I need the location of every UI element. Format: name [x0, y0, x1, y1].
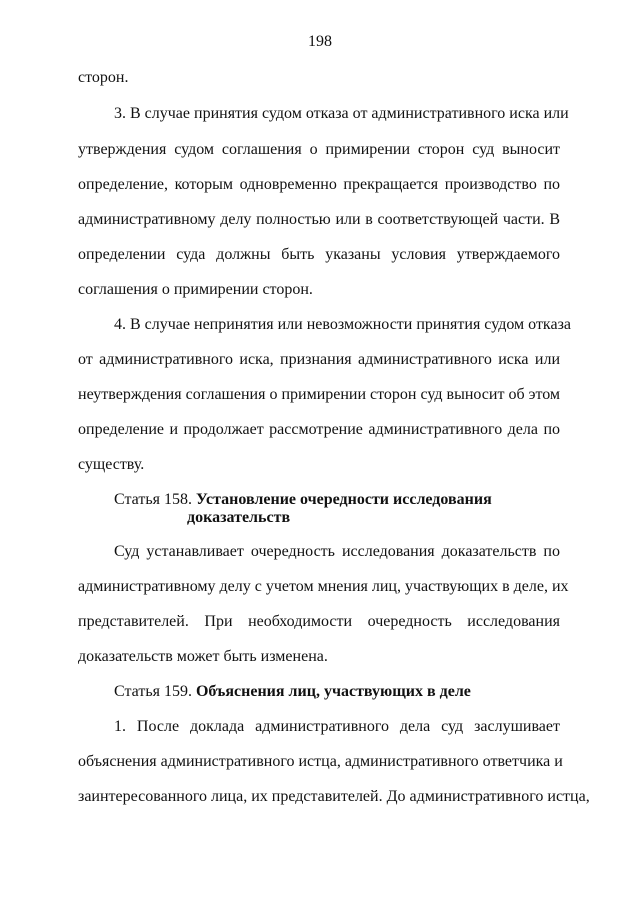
article-158-title-continued: доказательств	[187, 509, 291, 526]
paragraph-line: заинтересованного лица, их представителей. До административного истца,	[78, 788, 590, 805]
paragraph-line: от административного иска, признания административного иска или	[78, 351, 560, 368]
paragraph-line: существу.	[78, 456, 145, 473]
article-159-prefix: Статья 159.	[114, 683, 192, 700]
paragraph-line: определение, которым одновременно прекращается производство по	[78, 176, 560, 193]
paragraph-line: определении суда должны быть указаны условия утверждаемого	[78, 246, 560, 263]
paragraph-line: утверждения судом соглашения о примирении сторон суд выносит	[78, 141, 560, 158]
paragraph-line: Суд устанавливает очередность исследования доказательств по	[114, 543, 560, 560]
paragraph-line: неутверждения соглашения о примирении сторон суд выносит об этом	[78, 386, 561, 403]
paragraph-line: объяснения административного истца, административного ответчика и	[78, 753, 563, 770]
page-number: 198	[308, 33, 332, 50]
article-159-title: Объяснения лиц, участвующих в деле	[195, 683, 471, 700]
paragraph-line: соглашения о примирении сторон.	[78, 281, 313, 298]
paragraph-line: 1. После доклада административного дела суд заслушивает	[114, 718, 560, 735]
paragraph-line: доказательств может быть изменена.	[78, 648, 328, 665]
paragraph-line: определение и продолжает рассмотрение административного дела по	[78, 421, 560, 438]
article-158-title: Установление очередности исследования	[195, 491, 492, 508]
paragraph-line: сторон.	[78, 69, 129, 86]
article-158-heading	[114, 490, 492, 510]
paragraph-line: представителей. При необходимости очередность исследования	[78, 613, 560, 630]
paragraph-line: административному делу с учетом мнения лиц, участвующих в деле, их	[78, 578, 569, 595]
article-158-prefix: Статья 158.	[114, 491, 192, 508]
paragraph-line: 4. В случае непринятия или невозможности принятия судом отказа	[114, 316, 571, 333]
article-159-heading	[114, 682, 471, 702]
paragraph-line: 3. В случае принятия судом отказа от административного иска или	[114, 105, 569, 122]
paragraph-line: административному делу полностью или в соответствующей части. В	[78, 211, 560, 228]
